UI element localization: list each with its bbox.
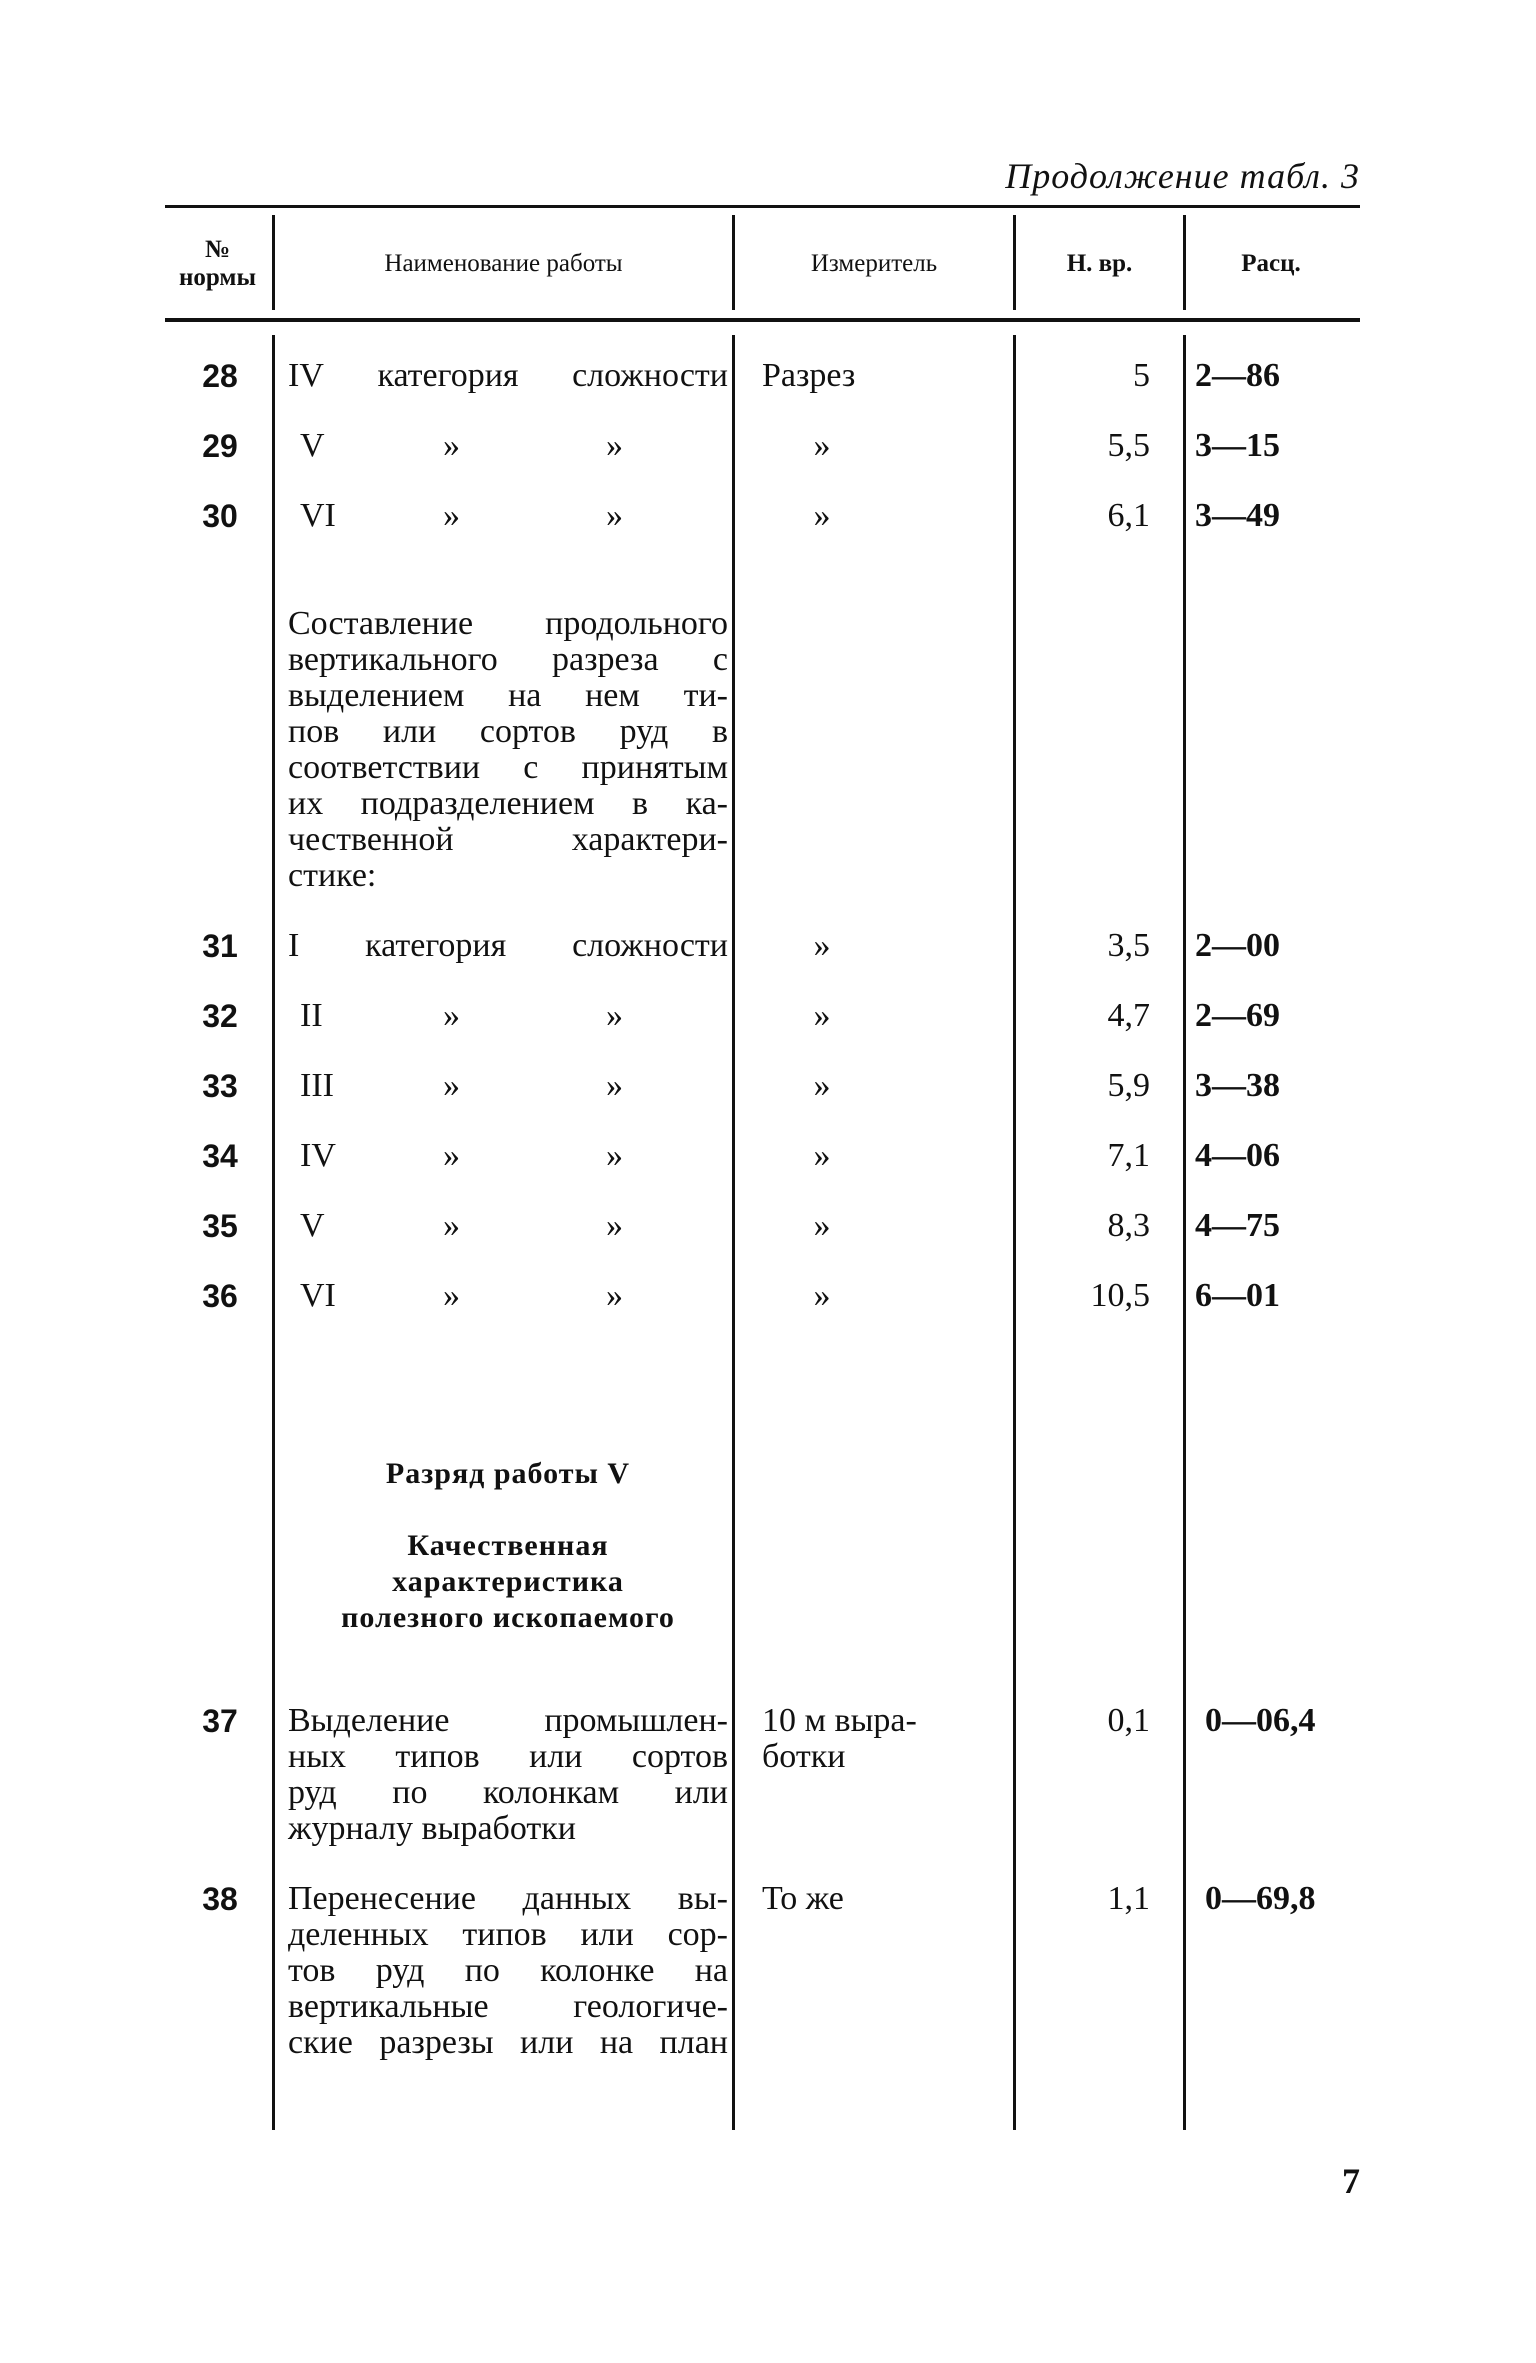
time-norm: 3,5 [1107,927,1150,964]
header-name: Наименование работы [384,250,623,277]
work-name [288,358,728,394]
unit: » [813,927,831,964]
rate: 2—00 [1195,927,1280,964]
unit [762,1703,1002,1775]
work-name-part: V [300,1207,325,1244]
work-name-part: » [606,997,623,1034]
header-rate: Расц. [1241,250,1301,277]
rate: 3—38 [1195,1067,1280,1104]
work-name-part: » [443,997,460,1034]
work-name-part: » [606,497,623,534]
work-name-line: ские разрезы или на план [288,2024,728,2061]
work-name-line: тов руд по колонке на [288,1952,728,1989]
unit: » [813,1137,831,1174]
paragraph-line: выделением на нем ти- [288,677,728,714]
work-name-part: IV [288,357,324,394]
time-norm: 4,7 [1107,997,1150,1034]
work-name-part: » [606,1067,623,1104]
group-description [288,606,728,894]
header-unit: Измеритель [810,250,938,277]
time-norm: 8,3 [1107,1207,1150,1244]
time-norm: 6,1 [1107,497,1150,534]
body-divider-1 [272,335,275,2130]
row-number: 34 [202,1138,238,1174]
header-num: № нормы [179,236,256,291]
rate: 0—06,4 [1205,1702,1316,1739]
work-name-part: VI [300,497,336,534]
row-number: 38 [202,1881,238,1917]
row-number: 29 [202,428,238,464]
unit-line: 10 м выра- [762,1702,917,1739]
work-name-part: » [443,1067,460,1104]
paragraph-line: чественной характери- [288,821,728,858]
time-norm: 5,9 [1107,1067,1150,1104]
table-caption: Продолжение табл. 3 [1005,156,1360,196]
work-name-part: » [443,1137,460,1174]
section-title: Разряд работы V [385,1457,631,1490]
rate: 2—69 [1195,997,1280,1034]
work-name-part: категория [365,927,507,964]
work-name-part: » [606,1137,623,1174]
unit [762,1881,1002,1917]
work-name-part: VI [300,1277,336,1314]
work-name-part: » [443,1207,460,1244]
work-name-part: » [443,427,460,464]
work-name-line: руд по колонкам или [288,1774,728,1811]
work-name-part: » [443,1277,460,1314]
work-name-part: » [606,1207,623,1244]
work-name-part: категория [377,357,519,394]
work-name-part: » [443,497,460,534]
work-name-line: журналу выработки [288,1810,576,1847]
rate: 0—69,8 [1205,1880,1316,1917]
row-number: 35 [202,1208,238,1244]
work-name-part: III [300,1067,334,1104]
row-number: 28 [202,358,238,394]
unit: » [813,427,831,464]
work-name-line: ных типов или сортов [288,1738,728,1775]
unit: » [813,1067,831,1104]
unit: » [813,497,831,534]
rate: 3—15 [1195,427,1280,464]
time-norm: 10,5 [1090,1277,1150,1314]
paragraph-line: вертикального разреза с [288,641,728,678]
rate: 2—86 [1195,357,1280,394]
work-name-line: вертикальные геологиче- [288,1988,728,2025]
work-name-line: деленных типов или сор- [288,1916,728,1953]
body-divider-2 [732,335,735,2130]
header-norm: Н. вр. [1066,250,1133,277]
time-norm: 5 [1133,357,1150,394]
work-name [288,928,728,964]
rate: 4—75 [1195,1207,1280,1244]
work-name [288,1881,728,2061]
time-norm: 7,1 [1107,1137,1150,1174]
work-name-part: I [288,927,300,964]
work-name-part: » [606,427,623,464]
work-name-part: IV [300,1137,336,1174]
section-subtitle-line: характеристика [392,1565,624,1598]
table-top-rule [165,205,1360,208]
work-name-part: II [300,997,323,1034]
section-subtitle-line: полезного ископаемого [341,1601,675,1634]
section-subtitle [288,1528,728,1636]
time-norm: 1,1 [1107,1880,1150,1917]
body-divider-4 [1183,335,1186,2130]
work-name-part: сложности [572,357,728,394]
rate: 4—06 [1195,1137,1280,1174]
page-number: 7 [1342,2161,1360,2201]
body-divider-3 [1013,335,1016,2130]
rate: 6—01 [1195,1277,1280,1314]
row-number: 32 [202,998,238,1034]
paragraph-line: стике: [288,857,377,894]
paragraph-line: их подразделением в ка- [288,785,728,822]
work-name-part: » [606,1277,623,1314]
work-name-part: сложности [572,927,728,964]
time-norm: 0,1 [1107,1702,1150,1739]
unit-line: То же [762,1880,844,1917]
row-number: 33 [202,1068,238,1104]
work-name-line: Перенесение данных вы- [288,1880,728,1917]
header-bottom-rule [165,318,1360,322]
section-subtitle-line: Качественная [407,1529,609,1562]
row-number: 30 [202,498,238,534]
rate: 3—49 [1195,497,1280,534]
time-norm: 5,5 [1107,427,1150,464]
unit-line: ботки [762,1738,846,1775]
unit: » [813,1277,831,1314]
unit: » [813,997,831,1034]
unit: » [813,1207,831,1244]
work-name-part: V [300,427,325,464]
row-number: 36 [202,1278,238,1314]
paragraph-line: соответствии с принятым [288,749,728,786]
paragraph-line: пов или сортов руд в [288,713,728,750]
work-name-line: Выделение промышлен- [288,1702,728,1739]
unit: Разрез [762,357,856,394]
row-number: 37 [202,1703,238,1739]
row-number: 31 [202,928,238,964]
work-name [288,1703,728,1847]
paragraph-line: Составление продольного [288,605,728,642]
